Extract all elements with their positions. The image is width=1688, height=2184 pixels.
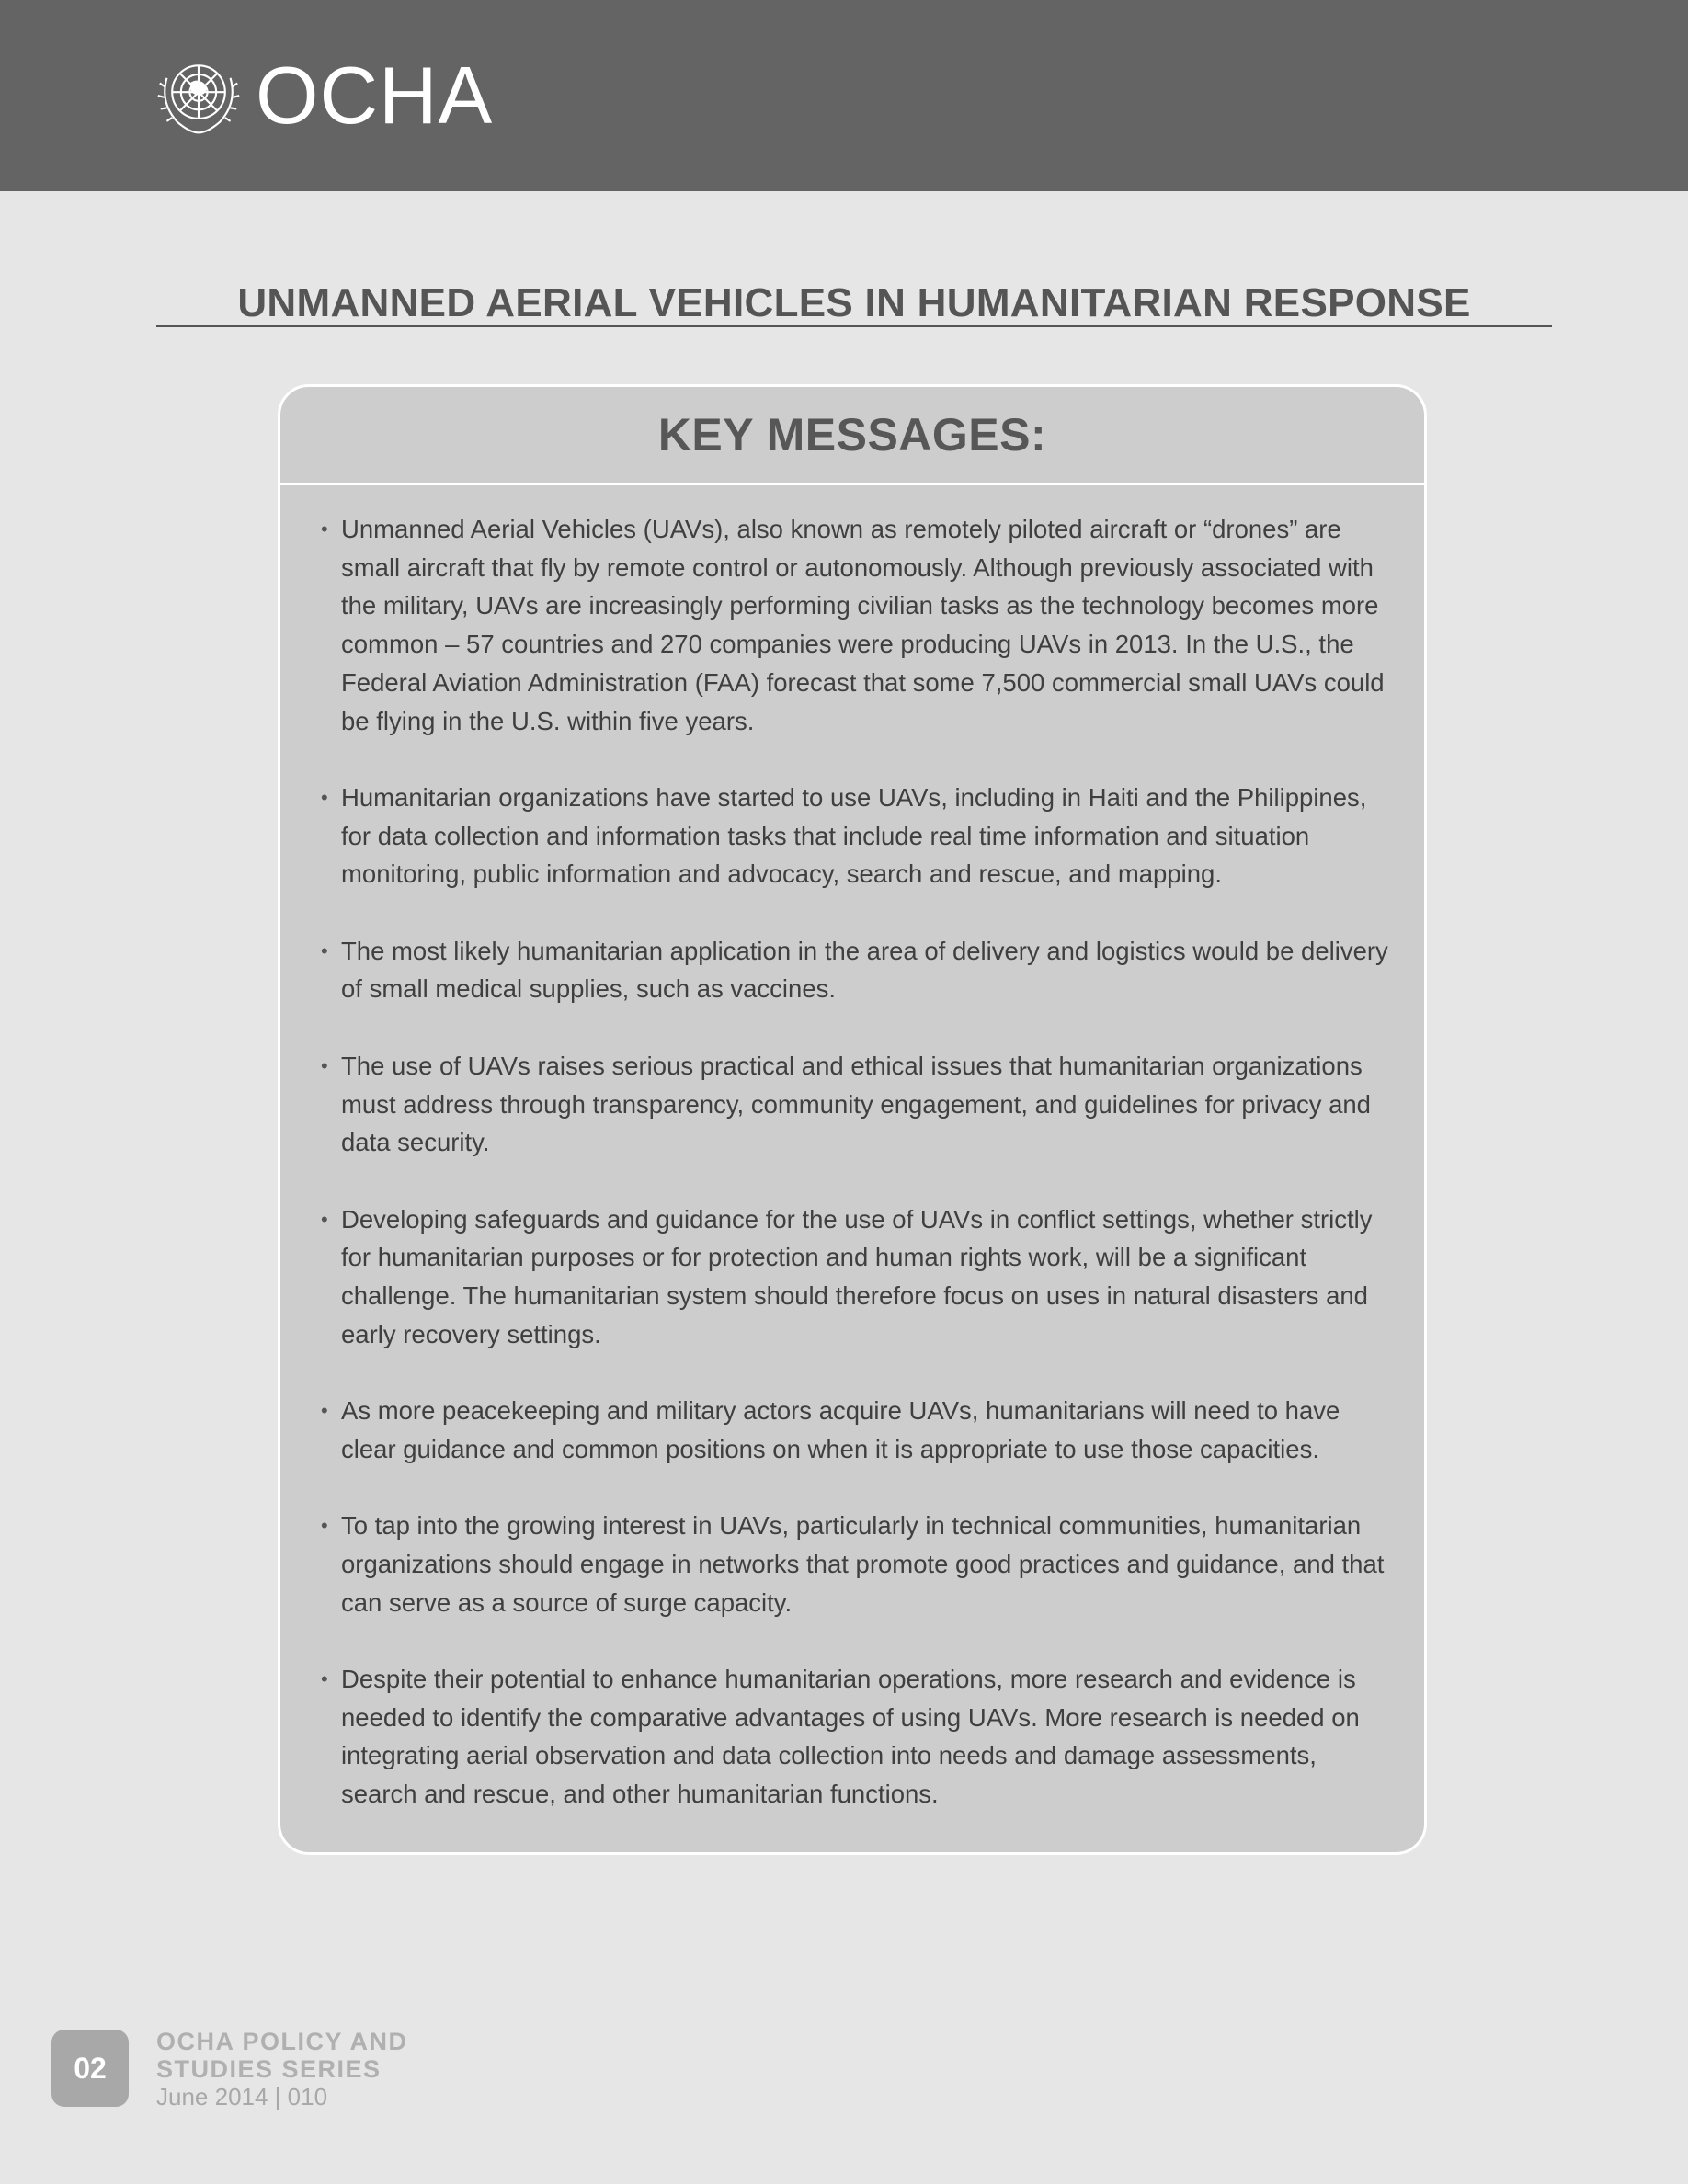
bullet-icon: •: [321, 785, 328, 809]
page-number-badge: 02: [51, 2030, 129, 2107]
key-message-text: The most likely humanitarian application in the area of delivery and logistics would be delivery of small medical supplies, such as vaccines.: [341, 936, 1388, 1004]
bullet-icon: •: [321, 518, 328, 540]
key-message-item: [321, 1507, 1391, 1621]
key-message-text: Developing safeguards and guidance for the use of UAVs in conflict settings, whether strictly for humanitarian purposes or for protection and human rights work, will be a significant challenge. The humanitarian system should therefore focus on uses in natural disasters and early recovery settings.: [341, 1204, 1373, 1348]
key-message-text: Unmanned Aerial Vehicles (UAVs), also known as remotely piloted aircraft or “drones” are small aircraft that fly by remote control or autonomously. Although previously associated with the military, UAVs are increasingly performing civilian tasks as the technology becomes more common – 57 countries and 270 companies were producing UAVs in 2013. In the U.S., the Federal Aviation Administration (FAA) forecast that some 7,500 commercial small UAVs could be flying in the U.S. within five years.: [341, 515, 1385, 735]
key-message-item: [321, 1200, 1391, 1354]
key-message-item: [321, 1047, 1391, 1162]
key-message-text: As more peacekeeping and military actors acquire UAVs, humanitarians will need to have clear guidance and common positions on when it is appropriate to use those capacities.: [341, 1396, 1340, 1463]
key-message-item: [321, 779, 1391, 893]
key-message-text: The use of UAVs raises serious practical and ethical issues that humanitarian organizations must address through transparency, community engagement, and guidelines for privacy and data security.: [341, 1051, 1371, 1157]
bullet-icon: •: [321, 1514, 328, 1538]
bullet-icon: •: [321, 1399, 328, 1423]
bullet-icon: •: [321, 1053, 328, 1077]
logo-wordmark: OCHA: [256, 50, 494, 141]
key-messages-list: [280, 510, 1424, 1851]
bullet-icon: •: [321, 1666, 328, 1690]
key-message-text: Humanitarian organizations have started to use UAVs, including in Haiti and the Philippines, for data collection and information tasks that include real time information and situation monitoring, public information and advocacy, search and rescue, and mapping.: [341, 782, 1367, 889]
key-message-item: [321, 1392, 1391, 1468]
document-title: UNMANNED AERIAL VEHICLES IN HUMANITARIAN RESPONSE: [237, 280, 1471, 325]
key-message-text: To tap into the growing interest in UAVs, particularly in technical communities, humanitarian organizations should engage in networks that promote good practices and guidance, and that can serve as a source of surge capacity.: [341, 1511, 1385, 1617]
key-messages-heading: KEY MESSAGES:: [280, 387, 1424, 485]
ocha-logo: [154, 51, 493, 140]
publication-date: June 2014 | 010: [156, 2083, 328, 2110]
title-divider: [156, 325, 1552, 327]
key-messages-box: [278, 384, 1427, 1855]
bullet-icon: •: [321, 938, 328, 962]
key-message-item: [321, 510, 1391, 740]
series-title-line-2: STUDIES SERIES: [156, 2055, 382, 2083]
header-band: [0, 0, 1688, 191]
key-message-item: [321, 932, 1391, 1008]
series-title: [156, 2028, 408, 2083]
key-message-item: [321, 1660, 1391, 1814]
un-emblem-icon: [154, 51, 243, 140]
series-title-line-1: OCHA POLICY AND: [156, 2028, 408, 2055]
bullet-icon: •: [321, 1207, 328, 1231]
key-message-text: Despite their potential to enhance humanitarian operations, more research and evidence is needed to identify the comparative advantages of using UAVs. More research is needed on integrating aerial observation and data collection into needs and damage assessments, search and rescue, and other humanitarian functions.: [341, 1664, 1360, 1809]
